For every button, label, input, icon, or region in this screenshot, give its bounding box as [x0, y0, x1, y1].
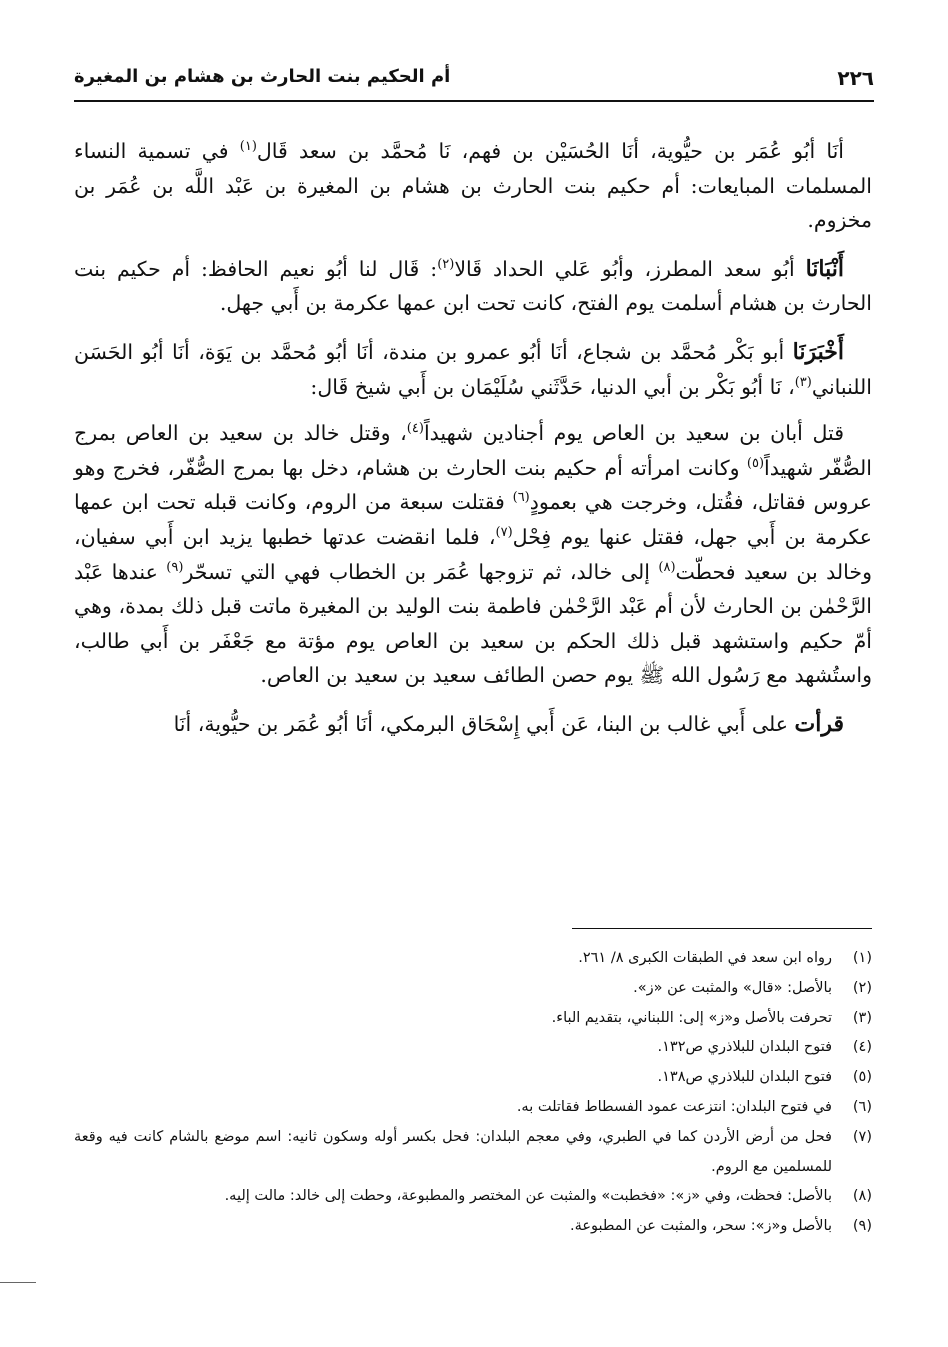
text-run: إلى خالد، ثم تزوجها عُمَر بن الخطاب فهي التي تسحّر: [183, 559, 659, 584]
footnote-number: (٧): [852, 1128, 872, 1145]
page-number: ٢٢٦: [837, 66, 874, 90]
footnote-number: (٨): [852, 1188, 872, 1205]
footnote-text: فتوح البلدان للبلاذري ص١٣٢.: [657, 1039, 832, 1056]
footnote-number: (٤): [852, 1039, 872, 1056]
footnotes: [74, 944, 872, 1242]
footnote-item: [74, 944, 872, 974]
footnote-item: [74, 1093, 872, 1123]
footnote-text: رواه ابن سعد في الطبقات الكبرى ٨/ ٢٦١.: [578, 950, 832, 966]
footnote-ref[interactable]: (٥): [746, 455, 765, 471]
text-run: في تسمية النساء المسلمات المبايعات: أم حكيم بنت الحارث بن هشام بن المغيرة بن عَبْد اللَّه بن عُمَر بن مخزوم.: [74, 139, 872, 233]
text-run: أبو بَكْر مُحمَّد بن شجاع، أنَا أبُو عمرو بن مندة، أنَا أبُو مُحمَّد بن يَوَة، أنَا أبُو الحَسَن اللنباني: [74, 339, 872, 399]
footnote-separator: [572, 928, 872, 929]
footnote-ref[interactable]: (١): [239, 139, 257, 155]
footnote-ref[interactable]: (٢): [437, 256, 455, 272]
text-run: وكانت امرأته أم حكيم بنت الحارث بن هشام، دخل بها بمرج الصُّفّر، فخرج وهو عروس فقاتل، فقُتل، وخرجت هي بعمودٍ: [74, 455, 872, 515]
footnote-number: (٩): [852, 1218, 872, 1235]
text-run: أنَا أبُو عُمَر بن حيُّوية، أنَا الحُسَيْن بن فهم، نَا مُحمَّد بن سعد قَال: [256, 139, 844, 163]
footnote-item: [74, 974, 872, 1004]
paragraph-akhbarana: [74, 335, 872, 404]
footnote-item: [74, 1063, 872, 1093]
footnote-number: (٣): [852, 1009, 872, 1026]
footnote-ref[interactable]: (٦): [512, 490, 530, 506]
paragraph-narrative: [74, 416, 872, 693]
text-run: ، فلما انقضت عدتها خطبها يزيد ابن أَبي سفيان، وخالد بن سعيد فحطّت: [74, 524, 872, 584]
paragraph-anbana: [74, 252, 872, 321]
text-run: فقتلت سبعة من الروم، وكانت قبله تحت ابن عمها عكرمة بن أَبي جهل، فقتل عنها يوم فِحْل: [74, 490, 872, 549]
running-title: أم الحكيم بنت الحارث بن هشام بن المغيرة: [74, 66, 451, 87]
text-run: أبُو سعد المطرز، وأبُو عَلي الحداد قَالا: [454, 256, 806, 281]
text-run: ، نَا أبُو بَكْر بن أبي الدنيا، حَدَّثَني سُلَيْمَان بن أَبي شيخ قَال:: [310, 374, 795, 399]
footnote-text: فحل من أرض الأردن كما في الطبري، وفي معجم البلدان: فحل بكسر أوله وسكون ثانيه: اسم موضع بالشام كانت فيه وقعة للمسلمين مع الروم.: [74, 1128, 832, 1175]
footnote-number: (٥): [852, 1069, 872, 1086]
footnote-item: [74, 1212, 872, 1242]
page-header: [74, 60, 874, 102]
footnote-text: تحرفت بالأصل و«ز» إلى: اللبناني، بتقديم الباء.: [551, 1009, 832, 1026]
footnote-ref[interactable]: (٤): [406, 421, 424, 437]
lead-word: أَنْبَانَا: [805, 255, 844, 282]
footnote-text: بالأصل: «قال» والمثبت عن «ز».: [633, 979, 832, 996]
footnote-text: بالأصل: فحظت، وفي «ز»: «فخطبت» والمثبت عن المختصر والمطبوعة، وحطت إلى خالد: مالت إليه.: [224, 1188, 832, 1205]
footnote-number: (٢): [852, 979, 872, 996]
footnote-text: بالأصل و«ز»: سحر، والمثبت عن المطبوعة.: [569, 1218, 832, 1235]
lead-word: قرأت: [794, 710, 844, 737]
scan-edge-mark: [0, 1282, 36, 1283]
footnote-text: في فتوح البلدان: انتزعت عمود الفسطاط فقاتلت به.: [516, 1098, 832, 1115]
footnote-ref[interactable]: (٩): [166, 559, 184, 575]
footnote-item: [74, 1123, 872, 1183]
footnote-ref[interactable]: (٣): [794, 374, 812, 390]
footnote-item: [74, 1033, 872, 1063]
footnote-item: [74, 1004, 872, 1034]
text-run: : قَال لنا أبُو نعيم الحافظ: أم حكيم بنت الحارث بن هشام أسلمت يوم الفتح، كانت تحت ابن عمها عكرمة بن أَبي جهل.: [74, 256, 872, 316]
footnote-number: (٦): [852, 1098, 872, 1115]
footnote-text: فتوح البلدان للبلاذري ص١٣٨.: [657, 1069, 832, 1086]
lead-word: أَخْبَرَنَا: [792, 338, 844, 365]
footnote-item: [74, 1182, 872, 1212]
text-run: على أَبي غالب بن البنا، عَن أَبي إِسْحَاق البرمكي، أنَا أبُو عُمَر بن حيُّوية، أنَا: [173, 711, 795, 736]
paragraph-qara-tu: [74, 707, 872, 742]
text-run: قتل أبان بن سعيد بن العاص يوم أجنادين شهيداً: [423, 421, 844, 446]
text-run: ، وقتل خالد بن سعيد بن العاص بمرج الصُّفّر شهيداً: [74, 421, 873, 480]
footnote-number: (١): [852, 950, 872, 966]
footnote-ref[interactable]: (٨): [658, 559, 676, 575]
text-run: عندها عَبْد الرَّحْمٰن بن الحارث لأن أم عَبْد الرَّحْمٰن فاطمة بنت الوليد بن المغيرة ماتت قبل ذلك بمدة، وهي أمّ حكيم واستشهد قبل ذلك الحكم بن سعيد بن العاص يوم مؤتة مع جَعْفَر بن أَبي طالب، واستُشهد مع رَسُول الله ﷺ يوم حصن الطائف سعيد بن سعيد بن العاص.: [74, 559, 872, 688]
main-text: [74, 134, 872, 756]
footnote-ref[interactable]: (٧): [495, 525, 513, 541]
paragraph-ibn-saad: [74, 134, 872, 238]
